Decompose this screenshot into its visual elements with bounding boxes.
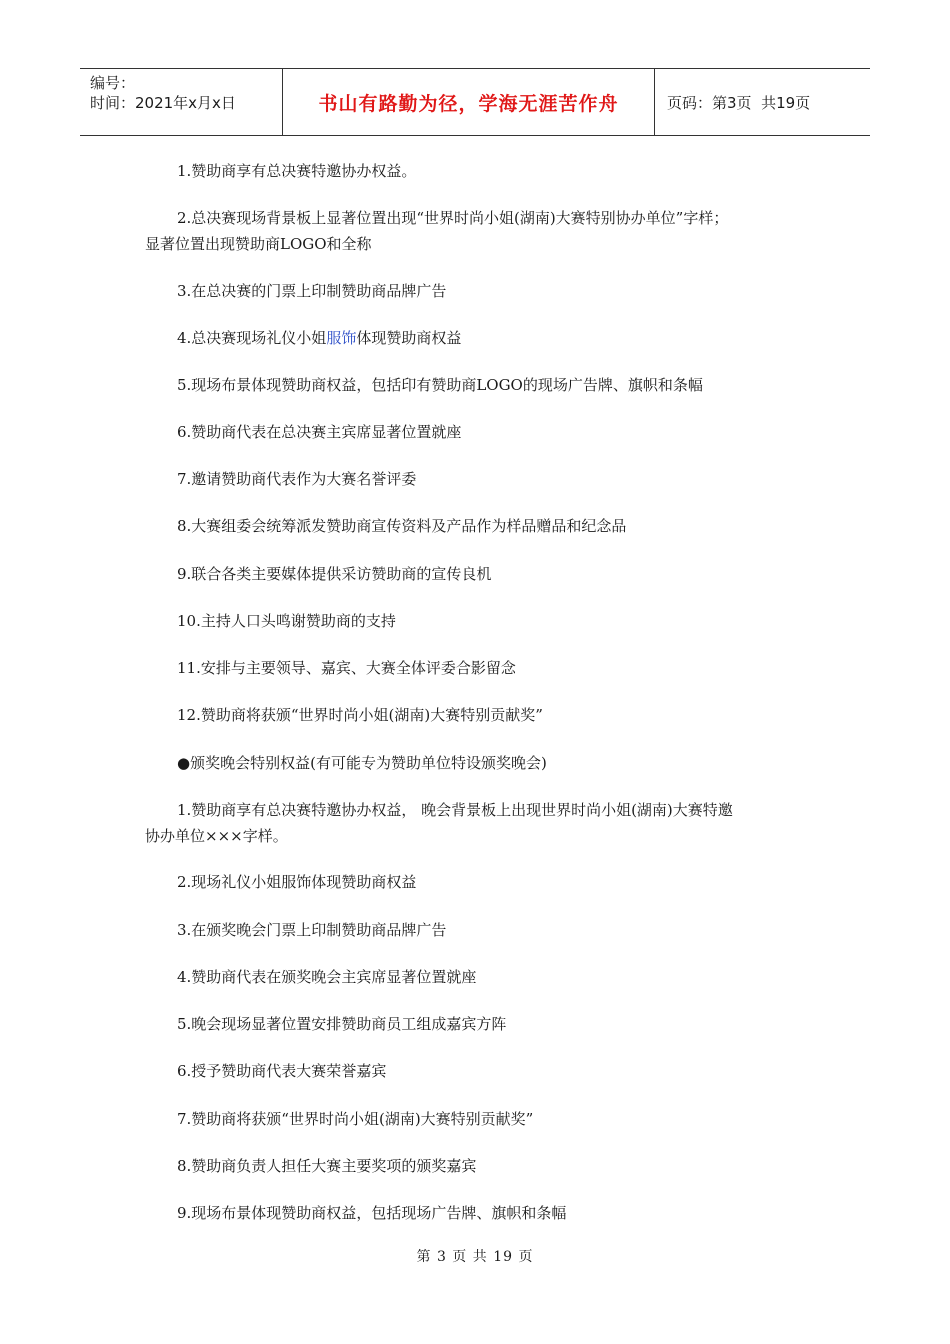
paragraph: 8.赞助商负责人担任大赛主要奖项的颁奖嘉宾 [177,1157,477,1175]
document-number-label: 编号： [90,74,136,92]
header-motto: 书山有路勤为径，学海无涯苦作舟 [283,69,655,135]
paragraph: 7.赞助商将获颁“世界时尚小姐(湖南)大赛特别贡献奖” [177,1110,534,1128]
clothing-link[interactable]: 服饰 [326,329,357,347]
paragraph: 3.在颁奖晚会门票上印制赞助商品牌广告 [177,921,447,939]
paragraph: 11.安排与主要领导、嘉宾、大赛全体评委合影留念 [177,659,516,677]
paragraph: 5.现场布景体现赞助商权益，包括印有赞助商LOGO的现场广告牌、旗帜和条幅 [177,376,703,394]
document-time-label: 时间：2021年x月x日 [90,94,236,112]
header-page-info: 页码：第3页 共19页 [667,93,811,112]
paragraph: 2.总决赛现场背景板上显著位置出现“世界时尚小姐(湖南)大赛特别协办单位”字样； 显著位置出现赞助商LOGO和全称 [145,209,729,253]
paragraph: 12.赞助商将获颁“世界时尚小姐(湖南)大赛特别贡献奖” [177,706,543,724]
paragraph: 2.现场礼仪小姐服饰体现赞助商权益 [177,873,417,891]
paragraph: 9.联合各类主要媒体提供采访赞助商的宣传良机 [177,565,492,583]
paragraph: 5.晚会现场显著位置安排赞助商员工组成嘉宾方阵 [177,1015,507,1033]
paragraph: 8.大赛组委会统筹派发赞助商宣传资料及产品作为样品赠品和纪念品 [177,517,627,535]
paragraph: 4.赞助商代表在颁奖晚会主宾席显著位置就座 [177,968,477,986]
paragraph: 7.邀请赞助商代表作为大赛名誉评委 [177,470,417,488]
paragraph: 6.授予赞助商代表大赛荣誉嘉宾 [177,1062,387,1080]
paragraph: 3.在总决赛的门票上印制赞助商品牌广告 [177,282,447,300]
paragraph: 1.赞助商享有总决赛特邀协办权益。 [177,162,417,180]
header-meta [80,69,283,135]
paragraph: 1.赞助商享有总决赛特邀协办权益， 晚会背景板上出现世界时尚小姐(湖南)大赛特邀 协办单位×××字样。 [145,801,733,845]
paragraph: 4.总决赛现场礼仪小姐服饰体现赞助商权益 [177,329,462,347]
page-footer: 第 3 页 共 19 页 [416,1249,534,1265]
page-header [80,68,870,136]
section-heading: ●颁奖晚会特别权益(有可能专为赞助单位特设颁奖晚会) [177,754,547,772]
paragraph: 10.主持人口头鸣谢赞助商的支持 [177,612,396,630]
paragraph: 6.赞助商代表在总决赛主宾席显著位置就座 [177,423,462,441]
paragraph: 9.现场布景体现赞助商权益，包括现场广告牌、旗帜和条幅 [177,1204,567,1222]
